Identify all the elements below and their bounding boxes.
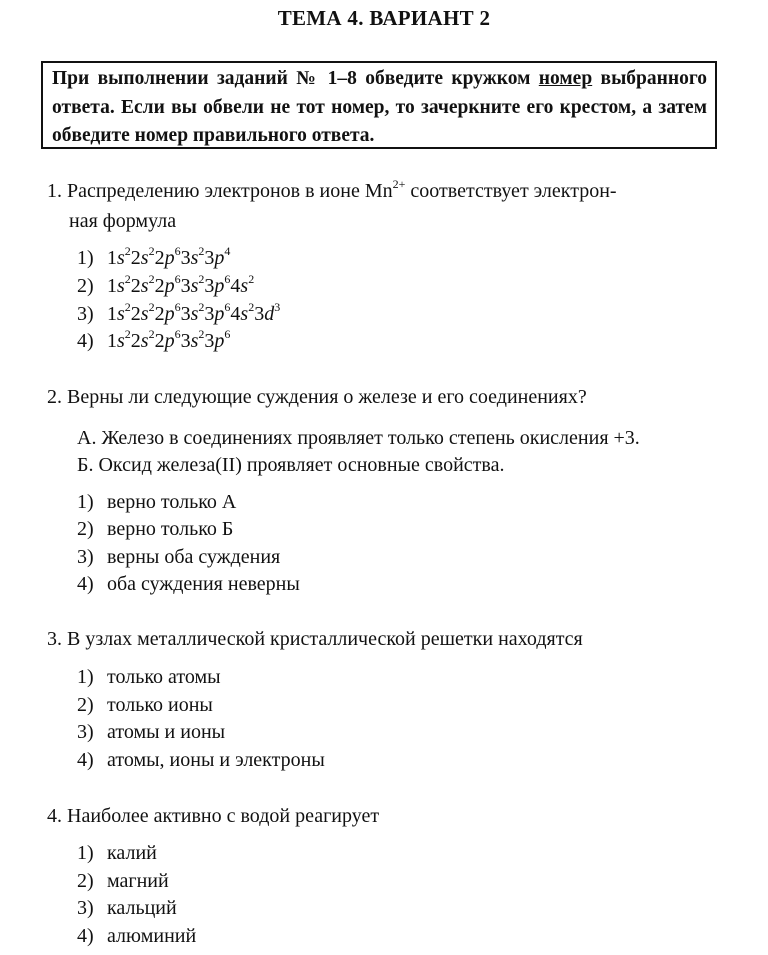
- option-text: верны оба суждения: [107, 546, 281, 568]
- option-number: 3): [77, 303, 94, 325]
- option-text: алюминий: [107, 925, 197, 947]
- option-text: только атомы: [107, 666, 221, 688]
- option-number: 3): [77, 721, 94, 743]
- option-number: 2): [77, 275, 94, 297]
- question-2: 2. Верны ли следующие суждения о железе и его соединениях?: [47, 386, 587, 408]
- option-text: атомы, ионы и электроны: [107, 749, 325, 771]
- instructions-underlined: номер: [538, 68, 593, 89]
- question-4-option-1[interactable]: [77, 839, 157, 867]
- option-number: 4): [77, 749, 94, 771]
- question-1-option-1[interactable]: [77, 244, 230, 272]
- question-3-option-2[interactable]: [77, 691, 213, 719]
- option-text: оба суждения неверны: [107, 573, 300, 595]
- question-1: [47, 177, 617, 205]
- question-1-option-4[interactable]: [77, 327, 230, 355]
- option-number: 4): [77, 573, 94, 595]
- statement-b: Б. Оксид железа(II) проявляет основные свойства.: [77, 454, 505, 476]
- electron-formula: $1s^22s^22p^63s^23p^64s^23d^3$: [107, 300, 281, 325]
- question-1-option-2[interactable]: [77, 272, 254, 300]
- question-2-option-1[interactable]: [77, 488, 236, 516]
- option-text: кальций: [107, 897, 177, 919]
- question-1-line2: ная формула: [69, 210, 177, 232]
- question-4-option-3[interactable]: [77, 894, 177, 922]
- option-number: 4): [77, 925, 94, 947]
- question-2-option-3[interactable]: [77, 543, 280, 571]
- question-1-lead: 1. Распределению электронов в ионе Mn: [47, 180, 393, 202]
- question-3-option-1[interactable]: [77, 663, 221, 691]
- option-number: 3): [77, 897, 94, 919]
- option-number: 1): [77, 491, 94, 513]
- option-number: 1): [77, 666, 94, 688]
- option-number: 2): [77, 518, 94, 540]
- question-4-option-4[interactable]: [77, 922, 196, 950]
- electron-formula: $1s^22s^22p^63s^23p^64s^2$: [107, 272, 255, 297]
- question-2-option-2[interactable]: [77, 515, 233, 543]
- option-number: 2): [77, 870, 94, 892]
- electron-formula: $1s^22s^22p^63s^23p^6$: [107, 327, 231, 352]
- instructions-text-2: выбранного ответа. Если вы обвели не тот номер, то зачеркните его крестом, а затем обведите номер правильного ответа.: [52, 68, 707, 146]
- option-text: верно только Б: [107, 518, 234, 540]
- option-text: верно только А: [107, 491, 237, 513]
- instructions-text-1: При выполнении заданий № 1–8 обведите кружком: [52, 68, 539, 89]
- statement-a: А. Железо в соединениях проявляет только степень окисления +3.: [77, 427, 640, 449]
- question-3-option-3[interactable]: [77, 718, 225, 746]
- question-1-option-3[interactable]: [77, 300, 280, 328]
- electron-formula: $1s^22s^22p^63s^23p^4$: [107, 244, 231, 269]
- page-title: ТЕМА 4. ВАРИАНТ 2: [277, 6, 491, 30]
- instructions-box: [41, 61, 717, 149]
- ion-charge: 2+: [392, 177, 406, 191]
- option-number: 2): [77, 694, 94, 716]
- option-text: только ионы: [107, 694, 213, 716]
- question-4: 4. Наиболее активно с водой реагирует: [47, 805, 380, 827]
- question-2-option-4[interactable]: [77, 570, 300, 598]
- option-number: 1): [77, 247, 94, 269]
- option-number: 1): [77, 842, 94, 864]
- question-3: 3. В узлах металлической кристаллической решетки находятся: [47, 628, 583, 650]
- question-3-option-4[interactable]: [77, 746, 325, 774]
- option-number: 3): [77, 546, 94, 568]
- option-text: калий: [107, 842, 157, 864]
- question-1-tail: соответствует электрон-: [405, 180, 617, 202]
- question-4-option-2[interactable]: [77, 867, 169, 895]
- option-number: 4): [77, 330, 94, 352]
- option-text: атомы и ионы: [107, 721, 226, 743]
- option-text: магний: [107, 870, 169, 892]
